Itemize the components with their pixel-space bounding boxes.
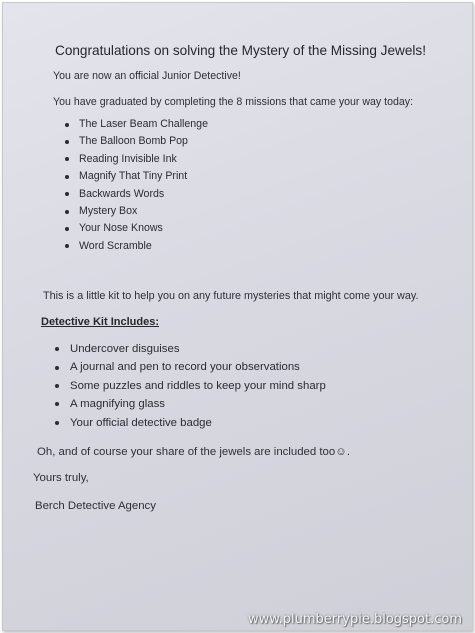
list-item: The Laser Beam Challenge xyxy=(65,116,208,133)
list-item: Some puzzles and riddles to keep your mind sharp xyxy=(55,377,326,395)
list-item: Reading Invisible Ink xyxy=(65,151,208,168)
list-item: A journal and pen to record your observations xyxy=(55,358,326,376)
kit-list xyxy=(55,340,326,432)
list-item: A magnifying glass xyxy=(55,395,326,413)
intro-line-2: You have graduated by completing the 8 missions that came your way today: xyxy=(53,96,414,108)
list-item: Magnify That Tiny Print xyxy=(65,168,208,185)
list-item: The Balloon Bomb Pop xyxy=(65,133,208,150)
letter-title: Congratulations on solving the Mystery of the Missing Jewels! xyxy=(55,43,426,58)
list-item: Mystery Box xyxy=(65,203,208,220)
kit-intro: This is a little kit to help you on any future mysteries that might come your way. xyxy=(43,290,419,302)
watermark-text: www.plumberrypie.blogspot.com xyxy=(247,612,462,627)
list-item: Your Nose Knows xyxy=(65,220,208,237)
list-item: Undercover disguises xyxy=(55,340,326,358)
missions-list xyxy=(65,116,208,255)
list-item: Your official detective badge xyxy=(55,414,326,432)
list-item: Word Scramble xyxy=(65,238,208,255)
signoff: Yours truly, xyxy=(33,472,89,484)
closing-line: Oh, and of course your share of the jewels are included too☺. xyxy=(37,446,351,458)
kit-heading: Detective Kit Includes: xyxy=(41,316,159,328)
intro-line-1: You are now an official Junior Detective! xyxy=(53,70,241,82)
letter-photo xyxy=(2,2,473,631)
list-item: Backwards Words xyxy=(65,186,208,203)
signature: Berch Detective Agency xyxy=(35,500,156,512)
